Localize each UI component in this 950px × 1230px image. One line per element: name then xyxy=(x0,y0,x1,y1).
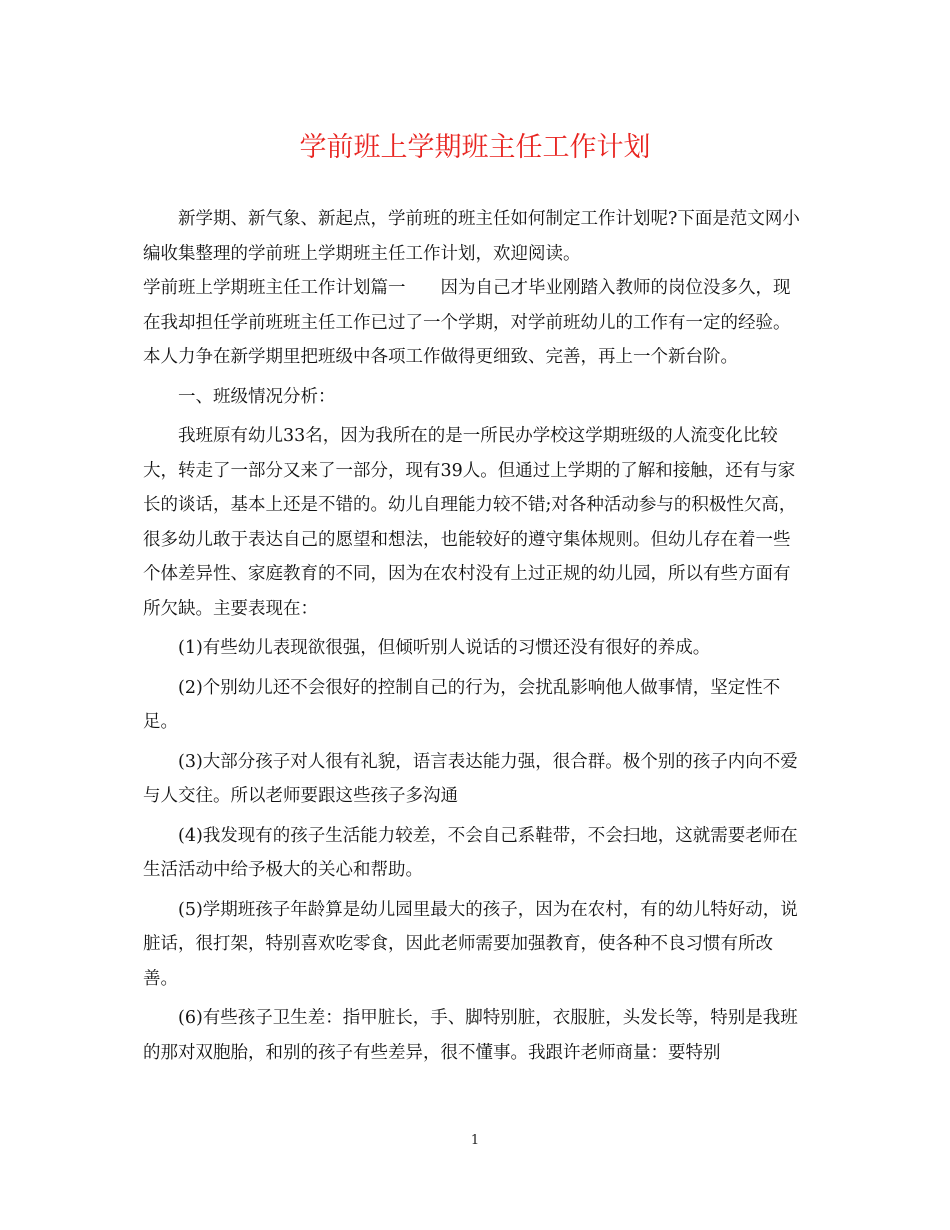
list-item: (6)有些孩子卫生差：指甲脏长，手、脚特别脏，衣服脏，头发长等，特别是我班的那对双胞胎，和别的孩子有些差异，很不懂事。我跟许老师商量：要特别 xyxy=(143,1008,798,1063)
section-heading: 一、班级情况分析： xyxy=(178,386,336,407)
list-item: (2)个别幼儿还不会很好的控制自己的行为，会扰乱影响他人做事情，坚定性不足。 xyxy=(143,677,781,732)
list-item: (5)学期班孩子年龄算是幼儿园里最大的孩子，因为在农村，有的幼儿特好动，说脏话，很打架，特别喜欢吃零食，因此老师需要加强教育，使各种不良习惯有所改善。 xyxy=(143,899,798,989)
page-number: 1 xyxy=(470,1133,480,1148)
list-item: (4)我发现有的孩子生活能力较差，不会自己系鞋带，不会扫地，这就需要老师在生活活动中给予极大的关心和帮助。 xyxy=(143,825,798,880)
list-item: (1)有些幼儿表现欲很强，但倾听别人说话的习惯还没有很好的养成。 xyxy=(178,638,711,658)
class-analysis-paragraph: 我班原有幼儿33名，因为我所在的是一所民办学校这学期班级的人流变化比较大，转走了一部分又来了一部分，现有39人。但通过上学期的了解和接触，还有与家长的谈话，基本上还是不错的。幼儿自理能力较不错;对各种活动参与的积极性欠高，很多幼儿敢于表达自己的愿望和想法，也能较好的遵守集体规则。但幼儿存在着一些个体差异性、家庭教育的不同，因为在农村没有上过正规的幼儿园，所以有些方面有所欠缺。主要表现在： xyxy=(143,426,797,619)
section-intro-paragraph: 学前班上学期班主任工作计划篇一 因为自己才毕业刚踏入教师的岗位没多久，现在我却担任学前班班主任工作已过了一个学期，对学前班幼儿的工作有一定的经验。本人力争在新学期里把班级中各项工作做得更细致、完善，再上一个新台阶。 xyxy=(143,278,791,367)
document-body xyxy=(143,202,805,1070)
list-item: (3)大部分孩子对人很有礼貌，语言表达能力强，很合群。极个别的孩子内向不爱与人交往。所以老师要跟这些孩子多沟通 xyxy=(143,751,798,806)
document-title: 学前班上学期班主任工作计划 xyxy=(299,132,651,163)
intro-paragraph: 新学期、新气象、新起点，学前班的班主任如何制定工作计划呢?下面是范文网小编收集整理的学前班上学期班主任工作计划，欢迎阅读。 xyxy=(143,209,800,264)
